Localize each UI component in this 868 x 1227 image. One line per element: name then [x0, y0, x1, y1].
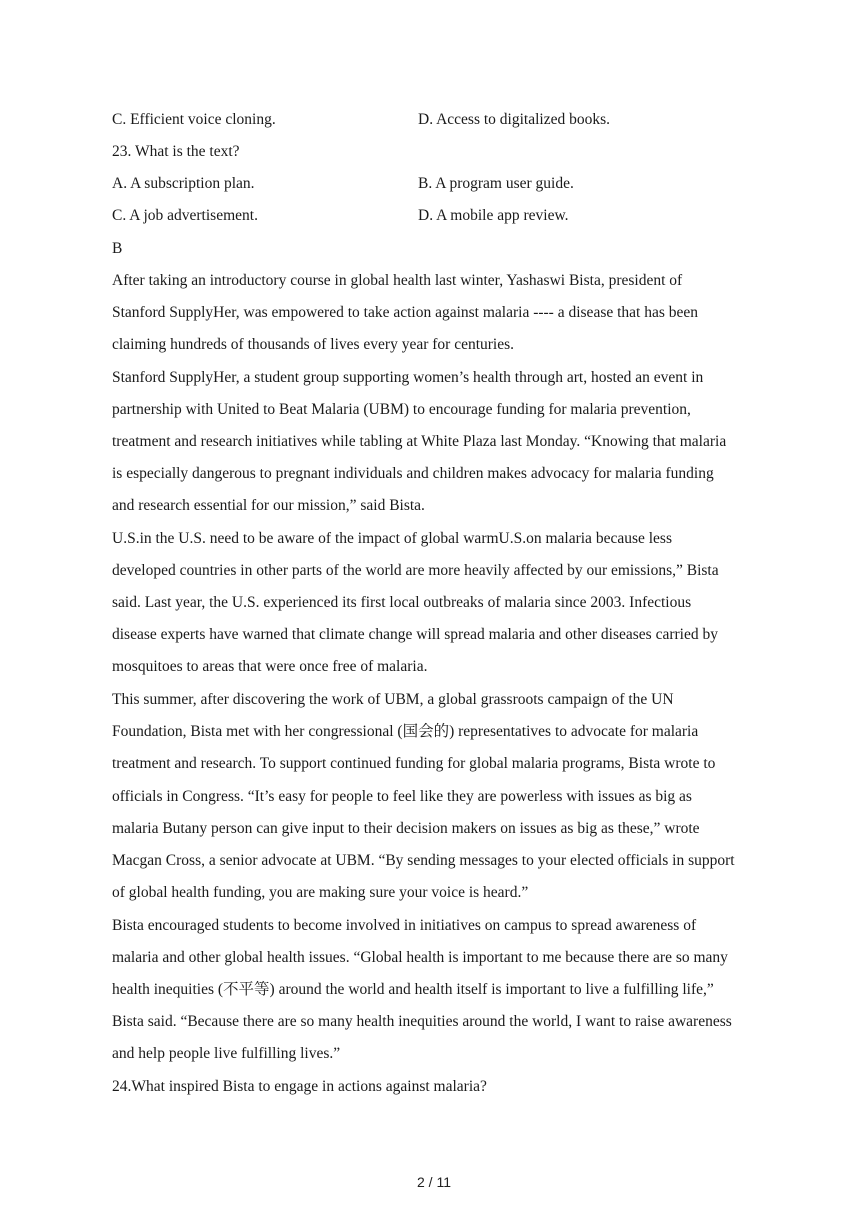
passage-line: disease experts have warned that climate change will spread malaria and other diseases carried by — [112, 626, 718, 643]
passage-line: Bista said. “Because there are so many health inequities around the world, I want to raise awareness — [112, 1013, 732, 1030]
section-label: B — [112, 240, 123, 257]
question-23: 23. What is the text? — [112, 143, 240, 160]
passage-line: partnership with United to Beat Malaria (UBM) to encourage funding for malaria prevention, — [112, 401, 691, 418]
passage-line: of global health funding, you are making sure your voice is heard.” — [112, 884, 529, 901]
option-c-prev: C. Efficient voice cloning. — [112, 111, 276, 128]
page-number: 2 / 11 — [417, 1174, 451, 1190]
passage-line: After taking an introductory course in global health last winter, Yashaswi Bista, president of — [112, 272, 683, 289]
passage-line: Stanford SupplyHer, was empowered to take action against malaria ---- a disease that has been — [112, 304, 699, 321]
q23-option-c: C. A job advertisement. — [112, 207, 258, 224]
passage-line: health inequities (不平等) around the world and health itself is important to live a fulfilling life,” — [112, 981, 714, 998]
passage-line: Stanford SupplyHer, a student group supporting women’s health through art, hosted an event in — [112, 369, 704, 386]
passage-line: claiming hundreds of thousands of lives every year for centuries. — [112, 336, 515, 353]
passage-line: treatment and research. To support continued funding for global malaria programs, Bista wrote to — [112, 755, 716, 772]
passage-line: mosquitoes to areas that were once free of malaria. — [112, 658, 428, 675]
passage-line: U.S.in the U.S. need to be aware of the impact of global warmU.S.on malaria because less — [112, 530, 672, 547]
q23-option-b: B. A program user guide. — [418, 175, 574, 192]
passage-line: Bista encouraged students to become involved in initiatives on campus to spread awareness of — [112, 917, 697, 934]
passage-line: Macgan Cross, a senior advocate at UBM. “By sending messages to your elected officials in support — [112, 852, 735, 869]
passage-line: treatment and research initiatives while tabling at White Plaza last Monday. “Knowing that malaria — [112, 433, 727, 450]
passage-line: Foundation, Bista met with her congressional (国会的) representatives to advocate for malaria — [112, 723, 699, 740]
passage-line: is especially dangerous to pregnant individuals and children makes advocacy for malaria funding — [112, 465, 714, 482]
passage-line: developed countries in other parts of the world are more heavily affected by our emissions,” Bista — [112, 562, 719, 579]
passage-line: and help people live fulfilling lives.” — [112, 1045, 341, 1062]
q23-option-a: A. A subscription plan. — [112, 175, 255, 192]
passage-line: malaria Butany person can give input to their decision makers on issues as big as these,” wrote — [112, 820, 700, 837]
question-24: 24.What inspired Bista to engage in actions against malaria? — [112, 1078, 487, 1095]
passage-line: This summer, after discovering the work of UBM, a global grassroots campaign of the UN — [112, 691, 674, 708]
passage-line: malaria and other global health issues. “Global health is important to me because there are so many — [112, 949, 728, 966]
option-d-prev: D. Access to digitalized books. — [418, 111, 610, 128]
passage-line: and research essential for our mission,” said Bista. — [112, 497, 425, 514]
passage-line: officials in Congress. “It’s easy for people to feel like they are powerless with issues as big as — [112, 788, 692, 805]
q23-option-d: D. A mobile app review. — [418, 207, 569, 224]
passage-line: said. Last year, the U.S. experienced its first local outbreaks of malaria since 2003. Infectious — [112, 594, 692, 611]
